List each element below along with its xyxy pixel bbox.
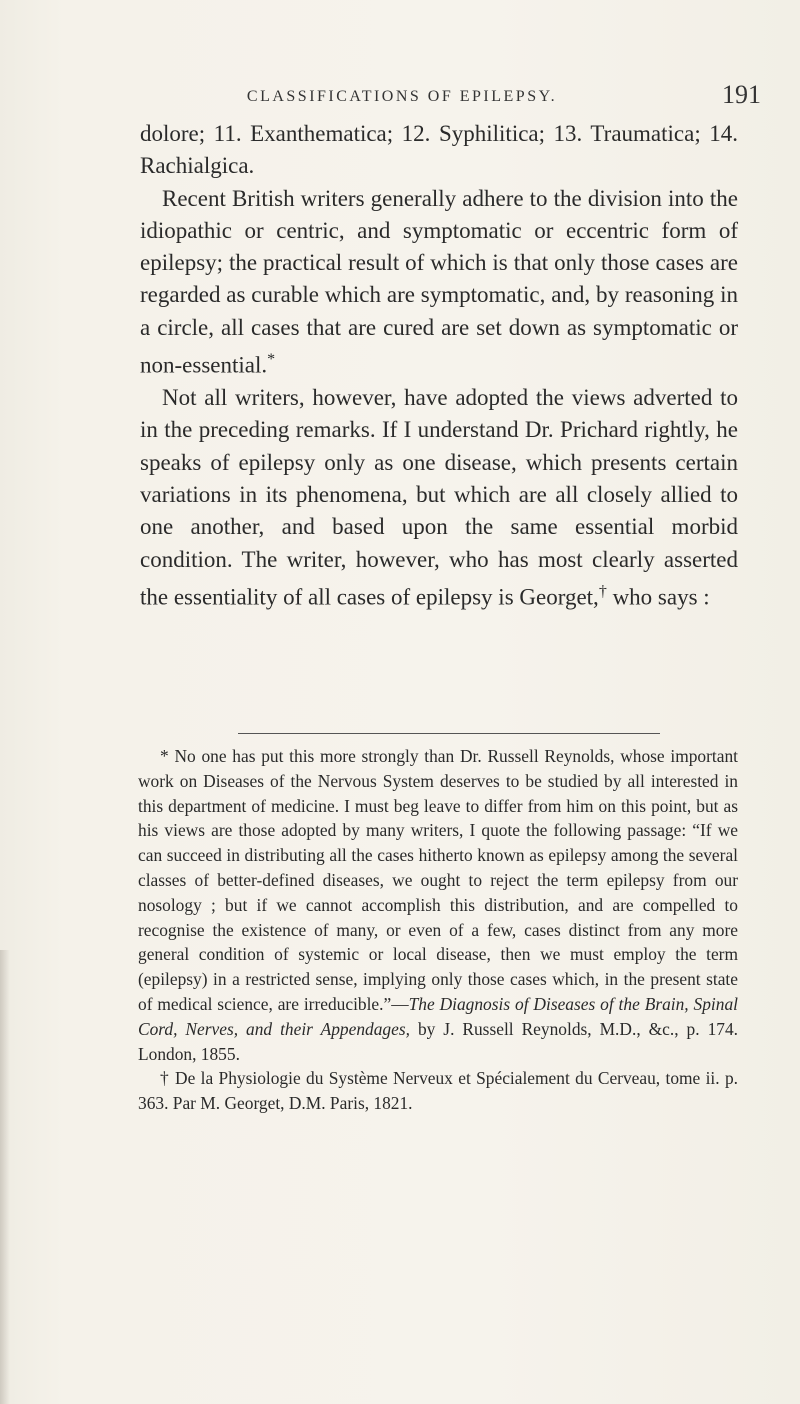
footnote-dagger [138, 1066, 738, 1116]
footnote-text: De la Physiologie du Système Nerveux et Spécialement du Cerveau, tome ii. p. 363. Par M. Georget, D.M. Paris, 1821. [138, 1068, 738, 1114]
paragraph-continued: dolore; 11. Exanthematica; 12. Syphilitica; 13. Traumatica; 14. Rachialgica. [140, 121, 738, 179]
footnote-mark: † [160, 1068, 170, 1089]
paragraph-not-all-writers [140, 382, 738, 614]
paragraph-text-end: who says : [606, 584, 710, 610]
running-head: CLASSIFICATIONS OF EPILEPSY. [246, 88, 558, 105]
footnote-citation: by J. Russell Reynolds, M.D., &c., p. 174. London, 1855. [138, 1018, 738, 1064]
footnote-star [138, 744, 738, 1066]
footnote-book-title: The Diagnosis of Diseases of the Brain, Spinal Cord, Nerves, and their Appendages, [138, 993, 738, 1039]
footnote-text: No one has put this more strongly than Dr. Russell Reynolds, whose important work on Diseases of the Nervous System deserves to be studied by all interested in this department of medicine. I must beg leave to differ from him on this point, but as his views are those adopted by many writers, I quote the following passage: “If we can succeed in distributing all the cases hitherto known as epilepsy among the several classes of better-defined diseases, we ought to reject the term epilepsy from our nosology ; but if we cannot accomplish this distribution, and are compelled to recognise the existence of many, or even of a few, cases distinct from any more general condition of systemic or local disease, then we must employ the term (epilepsy) in a restricted sense, implying only those cases which, in the present state of medical science, are irreducible.”— [138, 746, 738, 1014]
main-text [140, 118, 738, 614]
page-binding-shadow [0, 950, 10, 1404]
paragraph-text: Not all writers, however, have adopted the views adverted to in the preceding remarks. If I understand Dr. Prichard rightly, he speaks of epilepsy only as one disease, which presents certain variations in its phenomena, but which are all closely allied to one another, and based upon the same essential morbid condition. The writer, however, who has most clearly asserted the essentiality of all cases of epilepsy is Georget, [140, 385, 738, 610]
footnote-mark: * [160, 746, 169, 766]
footnote-ref-star: * [267, 351, 276, 369]
footnote-ref-dagger: † [598, 582, 607, 600]
footnote-separator-rule [238, 733, 660, 734]
paragraph-british-writers [140, 183, 738, 382]
paragraph-text: Recent British writers generally adhere to the division into the idiopathic or centric, and symptomatic or eccentric form of epilepsy; the practical result of which is that only those cases are regarded as curable which are symptomatic, and, by reasoning in a circle, all cases that are cured are set down as symptomatic or non-essential. [140, 185, 738, 378]
page-number: 191 [722, 80, 761, 109]
footnotes [138, 744, 738, 1116]
